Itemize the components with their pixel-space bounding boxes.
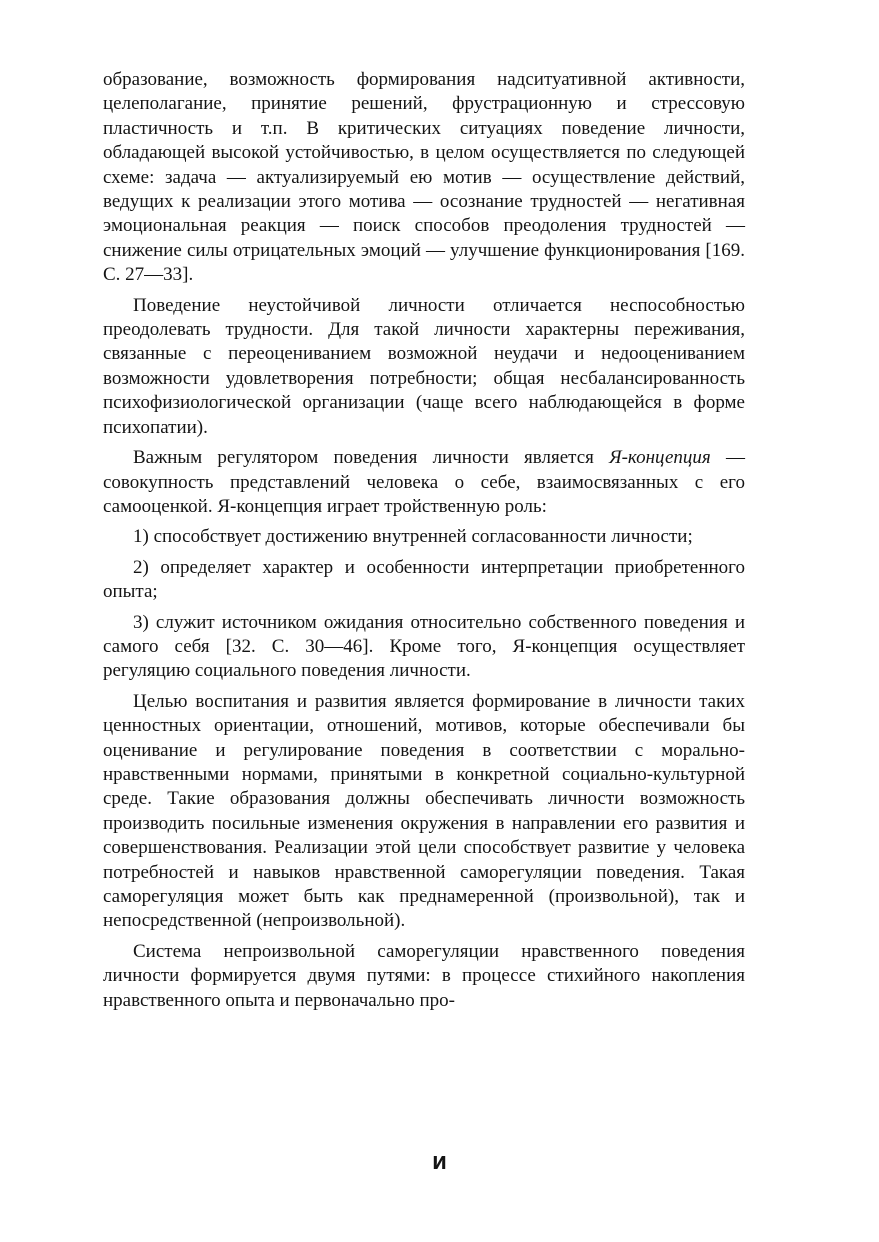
list-item-1: 1) способствует достижению внутренней согласованности личности; xyxy=(133,526,693,548)
paragraph-3-lead: Важным регулятором поведения личности является xyxy=(133,447,610,469)
page-body xyxy=(103,68,745,1019)
paragraph-3 xyxy=(103,446,745,519)
paragraph-4: Целью воспитания и развития является формирование в личности таких ценностных ориентации, отношений, мотивов, которые обеспечивали бы оценивание и регулирование поведения в соответствии с морально-нравственными нормами, принятыми в конкретной социально-культурной среде. Такие образования должны обеспечивать личности возможность производить посильные изменения окружения в направлении его развития и совершенствования. Реализации этой цели способствует развитие у человека потребностей и навыков нравственной саморегуляции поведения. Такая саморегуляция может быть как преднамеренной (произвольной), так и непосредственной (непроизвольной). xyxy=(103,690,745,932)
list-item-2: 2) определяет характер и особенности интерпретации приобретенного опыта; xyxy=(103,556,745,603)
list-item-3: 3) служит источником ожидания относительно собственного поведения и самого себя [32. С. 30—46]. Кроме того, Я-концепция осуществляет регуляцию социального поведения личности. xyxy=(103,611,745,682)
paragraph-5: Система непроизвольной саморегуляции нравственного поведения личности формируется двумя путями: в процессе стихийного накопления нравственного опыта и первоначально про- xyxy=(103,940,745,1011)
term-self-concept: Я-концепция xyxy=(609,447,711,469)
page-footer-mark: и xyxy=(432,1148,447,1175)
paragraph-2: Поведение неустойчивой личности отличается неспособностью преодолевать трудности. Для такой личности характерны переживания, связанные с переоцениванием возможной неудачи и недооцениванием возможности удовлетворения потребности; общая несбалансированность психофизиологической организации (чаще всего наблюдающейся в форме психопатии). xyxy=(103,294,745,438)
paragraph-1: образование, возможность формирования надситуативной активности, целеполагание, принятие решений, фрустрационную и стрессовую пластичность и т.п. В критических ситуациях поведение личности, обладающей высокой устойчивостью, в целом осуществляется по следующей схеме: задача — актуализируемый ею мотив — осуществление действий, ведущих к реализации этого мотива — осознание трудностей — негативная эмоциональная реакция — поиск способов преодоления трудностей — снижение силы отрицательных эмоций — улучшение функционирования [169. С. 27—33]. xyxy=(103,69,745,286)
paragraph-3-rest: — совокупность представлений человека о себе, взаимосвязанных с его самооценкой. Я-концепция играет тройственную роль: xyxy=(103,447,745,517)
